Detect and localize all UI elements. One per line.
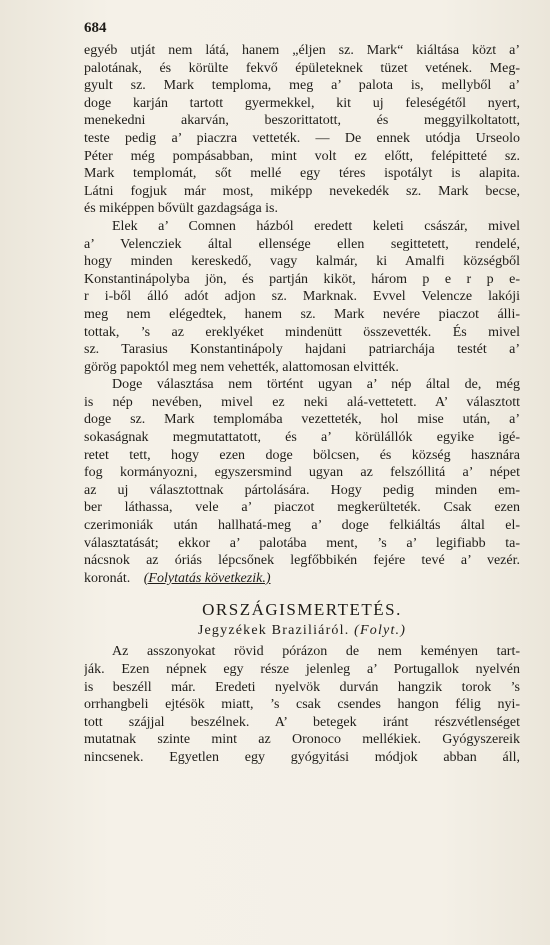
text-line: retet tett, hogy ezen doge bölcsen, és község hasznára — [84, 447, 520, 463]
text-line: nincsenek. Egyetlen egy gyógyitási módjok abban áll, — [84, 749, 520, 765]
text-line: ják. Ezen népnek egy része jelenleg a’ Portugallok nyelvén — [84, 662, 520, 677]
text-line: meg nem elégedtek, hanem sz. Mark nevére piaczot álli- — [84, 306, 520, 322]
text-line: is nép nevében, mivel ez neki alá-vettetett. A’ választott — [84, 394, 520, 410]
text-line: egyéb utját nem látá, hanem „éljen sz. Mark“ kiáltása közt a’ — [84, 43, 520, 58]
text-line: orrhangbeli ejtésök miatt, ’s csak csendes hangon félig nyi- — [84, 697, 520, 713]
text-line: Doge választása nem történt ugyan a’ nép által de, még — [112, 377, 520, 393]
text-line: is beszéll már. Eredeti nyelvök durván hangzik torok ’s — [84, 679, 520, 695]
text-line: sz. Tarasius Konstantinápoly hajdani patriarchája testét a’ — [84, 342, 520, 358]
subtitle-text: Jegyzékek Braziliáról. — [197, 623, 350, 639]
text-line: Péter még pompásabban, mint volt ez előtt, felépitteté sz. — [84, 148, 520, 164]
text-line: r i-ből álló adót adjon sz. Marknak. Evvel Velencze lakóji — [84, 289, 520, 305]
text-line: teste pedig a’ piaczra vetteték. — De ennek utódja Urseolo — [84, 130, 520, 146]
text-line: menekedni akarván, beszorittatott, és meggyilkoltatott, — [84, 113, 520, 129]
text-line: görög papoktól meg nem vehették, alattomosan elvitték. — [84, 359, 399, 375]
section-venice — [84, 42, 520, 218]
text-line: gyult sz. Mark temploma, meg a’ palota is, mellyből a’ — [84, 78, 520, 94]
page-number: 684 — [84, 20, 107, 36]
text-line: doge sz. Mark templomába vezetteték, hol mise után, a’ — [84, 412, 520, 428]
text-line: Konstantinápolyba jön, és partján kiköt, három p e r p e- — [84, 271, 520, 287]
text-line: mutatnak szinte mint az Oronoco mellékiek. Gyógyszereik — [84, 732, 520, 748]
paragraph-doge-election — [84, 376, 520, 570]
text-line: a’ Velencziek által ellensége ellen segittetett, rendelé, — [84, 236, 520, 252]
section-subtitle — [84, 621, 520, 641]
text-line: doge karján tartott gyermekkel, kit uj feleségétől nyert, — [84, 95, 520, 111]
final-line — [84, 570, 520, 588]
text-line: Az asszonyokat rövid pórázon de nem keményen tart- — [112, 644, 520, 660]
paragraph-brazil — [84, 643, 520, 766]
text-line: tottak, ’s az ereklyéket mindenütt összevették. És mivel — [84, 324, 520, 340]
paragraph-comnen — [84, 218, 520, 376]
text-line: az uj választottnak pártolására. Hogy pedig minden em- — [84, 482, 520, 498]
text-line: Mark templomát, sőt mellé egy téres ispotályt is alapita. — [84, 166, 520, 182]
text-line: nácsnok az óriás lépcsőnek legfőbbikén fejére tevé a’ vezér. — [84, 553, 520, 569]
text-line: ber láthassa, vele a’ piaczot megkerülteték. Csak ezen — [84, 500, 520, 516]
text-line: tott szájjal beszélnek. A’ betegek iránt részvétlenséget — [84, 714, 520, 730]
text-line: Elek a’ Comnen házból eredett keleti császár, mivel — [112, 218, 520, 234]
text-line: választatását; ekkor a’ palotába ment, ’s a’ legifiabb ta- — [84, 535, 520, 551]
continued-note: (Folytatás következik.) — [143, 570, 271, 586]
text-line: és miképpen bővült gazdagsága is. — [84, 201, 279, 217]
text-line: hogy minden kereskedő, vagy kalmár, ki Amalfi községből — [84, 254, 520, 270]
section-title: ORSZÁGISMERTETÉS. — [202, 600, 402, 620]
text-line: fog kormányozni, egyszersmind ugyan az felszóllitá a’ népet — [84, 465, 520, 481]
text-line: palotának, és körülte fekvő épületeknek tüzet vetének. Meg- — [84, 60, 520, 76]
article-body — [84, 42, 520, 767]
final-line-text: koronát. — [84, 570, 131, 586]
text-line: czerimoniák után hallhatá-meg a’ doge felkiáltás által el- — [84, 518, 520, 534]
subtitle-note: (Folyt.) — [354, 623, 407, 639]
text-line: Látni fogjuk már most, miképp nevekedék sz. Mark becse, — [84, 183, 520, 199]
text-line: sokaságnak megmutattatott, és a’ körülállók egyike igé- — [84, 430, 520, 446]
